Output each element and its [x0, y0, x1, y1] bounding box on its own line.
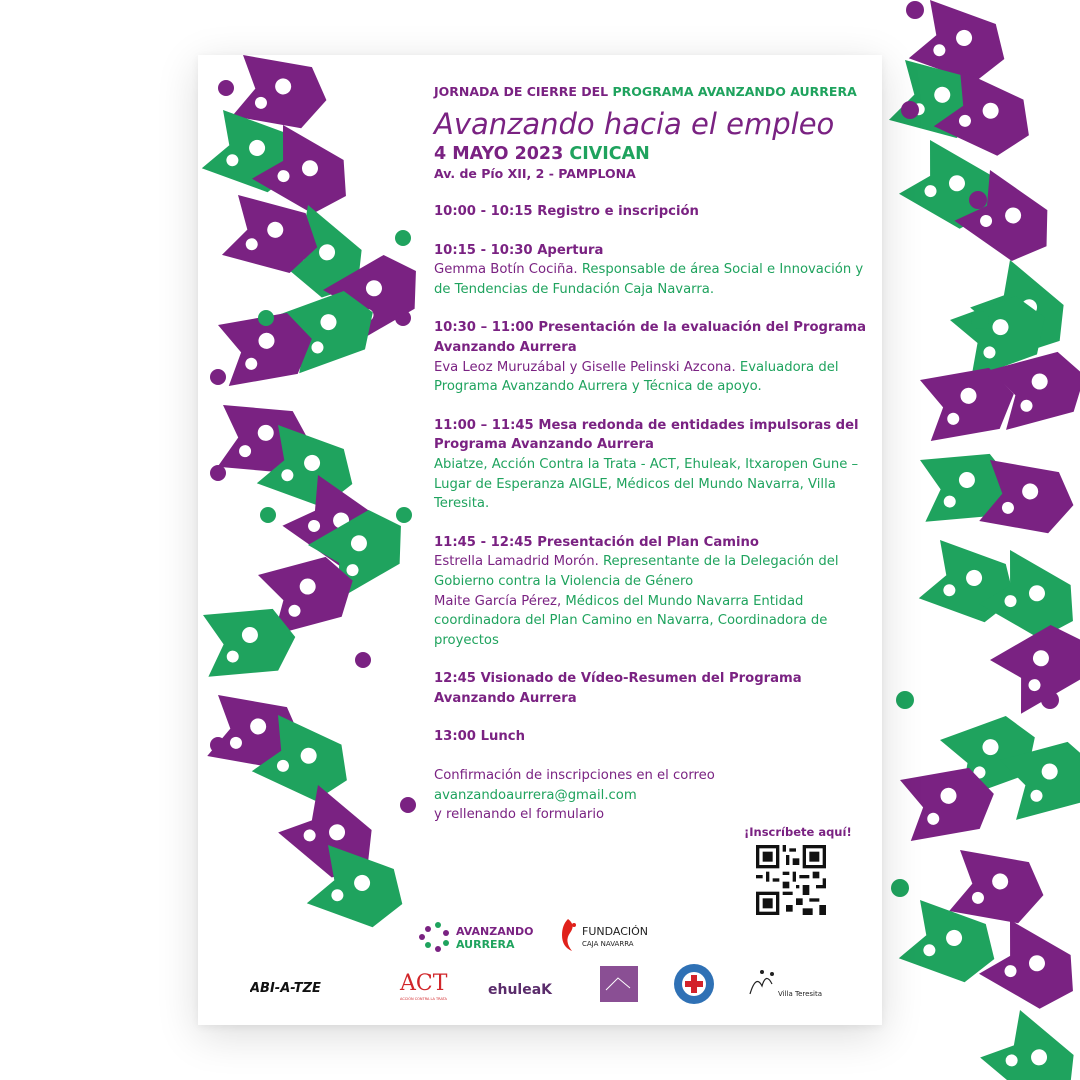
avanzando-aurrera-logo: [412, 915, 672, 963]
qr-code[interactable]: [756, 845, 826, 915]
agenda-item: 11:00 – 11:45 Mesa redonda de entidades impulsoras del Programa Avanzando Aurrera Abiatze, Acción Contra la Trata - ACT, Ehuleak, Itxaropen Gune – Lugar de Esperanza AIGLE, Médicos del Mundo Navarra, Villa Teresita.: [434, 417, 859, 512]
event-address: Av. de Pío XII, 2 - PAMPLONA: [434, 166, 636, 181]
svg-text:AURRERA: AURRERA: [456, 938, 515, 951]
act-logo: ACT: [400, 971, 448, 996]
contact-email[interactable]: avanzandoaurrera@gmail.com: [434, 787, 637, 803]
event-poster: [198, 55, 882, 1025]
ehuleak-logo: ehuleaK: [488, 982, 553, 998]
agenda-item: 13:00 Lunch: [434, 729, 525, 745]
helix-decoration: [198, 55, 438, 1025]
main-logos: [412, 915, 672, 963]
qr-label: ¡Inscríbete aquí!: [744, 825, 852, 839]
event-date: 4 MAYO 2023 CIVICAN: [434, 144, 650, 164]
fundacion-symbol: [562, 919, 573, 951]
agenda-item: 10:15 - 10:30 Apertura Gemma Botín Cociña. Responsable de área Social e Innovación y de Tendencias de Fundación Caja Navarra.: [434, 242, 864, 297]
svg-text:FUNDACIÓN: FUNDACIÓN: [582, 925, 649, 938]
agenda-item: 11:45 - 12:45 Presentación del Plan Camino Estrella Lamadrid Morón. Representante de la Delegación del Gobierno contra la Violencia de Género Maite García Pérez, Médicos del Mundo Navarra Entidad coordinadora del Plan Camino en Navarra, Coordinadora de proyectos: [434, 534, 839, 648]
partner-logos: [250, 960, 850, 1010]
aigle-logo: [600, 966, 638, 1002]
agenda-item: 10:30 – 11:00 Presentación de la evaluación del Programa Avanzando Aurrera Eva Leoz Muruzábal y Giselle Pelinski Azcona. Evaluadora del Programa Avanzando Aurrera y Técnica de apoyo.: [434, 320, 867, 395]
agenda-item: 10:00 - 10:15 Registro e inscripción: [434, 204, 699, 219]
registration-info: Confirmación de inscripciones en el correo avanzandoaurrera@gmail.com y rellenando el formulario: [434, 766, 874, 825]
svg-text:ACCIÓN CONTRA LA TRATA: ACCIÓN CONTRA LA TRATA: [400, 997, 447, 1001]
agenda-item: 12:45 Visionado de Vídeo-Resumen del Programa Avanzando Aurrera: [434, 671, 802, 706]
poster-content: [434, 83, 874, 825]
event-kicker: JORNADA DE CIERRE DEL PROGRAMA AVANZANDO AURRERA: [434, 84, 857, 99]
event-title: Avanzando hacia el empleo: [434, 107, 835, 141]
svg-text:AVANZANDO: AVANZANDO: [456, 925, 534, 938]
abiatze-logo: ABI-A-TZE: [250, 981, 321, 996]
villa-teresita-logo: [750, 978, 772, 994]
svg-text:Villa Teresita: Villa Teresita: [778, 990, 823, 998]
svg-text:CAJA NAVARRA: CAJA NAVARRA: [582, 940, 634, 948]
